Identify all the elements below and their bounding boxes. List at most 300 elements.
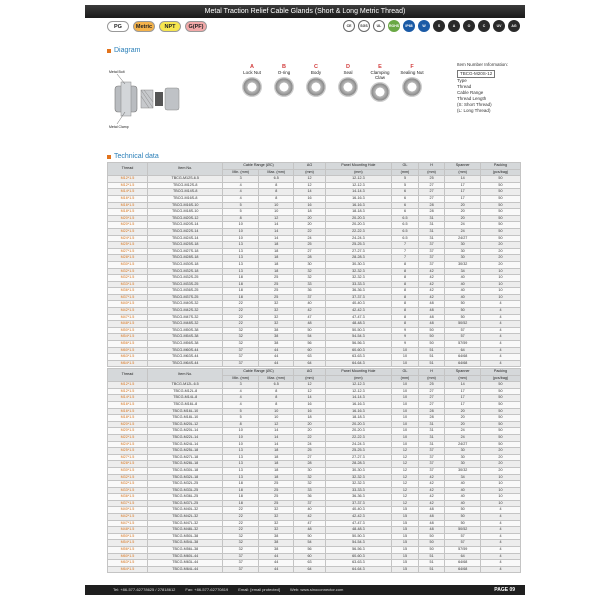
page-footer: Tel: +86-577-62778625 / 27818612 Fax: +86-577-62770819 Email: [email protected] Web: www.sinoconnector.com PAGE 09: [85, 585, 525, 595]
table-cell: 50: [480, 382, 520, 389]
table-cell: 4: [223, 395, 259, 402]
table-row: [108, 288, 521, 295]
table-cell: 4: [223, 189, 259, 196]
part-f: [397, 64, 427, 97]
ce-mark-icon: CE: [343, 20, 355, 32]
table-cell: 20-20.3: [325, 421, 392, 428]
table-cell: 8: [223, 215, 259, 222]
table-cell: TBCG-M36S-25: [147, 288, 223, 295]
table-cell: M56*1.5: [108, 547, 148, 554]
table-cell: 10: [223, 434, 259, 441]
table-cell: 20: [480, 261, 520, 268]
header-thread: Thread: [108, 163, 148, 176]
table-cell: 20: [445, 209, 481, 216]
table-cell: 37: [418, 448, 445, 455]
table-cell: 50-50.3: [325, 533, 392, 540]
table-row: [108, 182, 521, 189]
table-cell: 32: [223, 334, 259, 341]
table-cell: 32: [223, 341, 259, 348]
table-cell: 22: [223, 321, 259, 328]
table-row: [108, 347, 521, 354]
table-cell: 27-27.3: [325, 454, 392, 461]
table-cell: 25: [418, 176, 445, 183]
table-cell: 10: [223, 235, 259, 242]
header-ag-unit: (mm): [294, 169, 325, 176]
table-cell: 51: [418, 360, 445, 367]
table-cell: 56-56.3: [325, 547, 392, 554]
table-cell: 12: [258, 421, 294, 428]
table-cell: 12-12.3: [325, 182, 392, 189]
table-cell: 16-16.3: [325, 408, 392, 415]
chemical-resist-icon: C: [478, 20, 490, 32]
table-cell: 50: [445, 520, 481, 527]
item-number-info: Item Number Information: TBCG-M20S-12 Type Thread Cable Range Thread Length (S: Short Thread) (L: Long Thread): [457, 62, 509, 113]
table-cell: 27: [294, 454, 325, 461]
table-cell: 48: [418, 514, 445, 521]
table-cell: 10: [480, 268, 520, 275]
table-cell: 50: [418, 341, 445, 348]
table-cell: TBCG-M48L-32: [147, 527, 223, 534]
table-cell: 47-47.3: [325, 520, 392, 527]
table-cell: TBCG-M25S-18: [147, 242, 223, 249]
table-cell: 8: [258, 195, 294, 202]
table-cell: TBCG-M60S-44: [147, 347, 223, 354]
table-cell: 16-16.3: [325, 401, 392, 408]
table-row: [108, 308, 521, 315]
table-cell: 40: [294, 301, 325, 308]
table-cell: 14: [258, 441, 294, 448]
table-cell: 32: [294, 474, 325, 481]
table-cell: 10: [392, 434, 419, 441]
table-cell: 10: [223, 222, 259, 229]
table-cell: 24/27: [445, 235, 481, 242]
table-cell: 50: [480, 441, 520, 448]
table-cell: 24: [445, 222, 481, 229]
table-cell: 9: [392, 341, 419, 348]
table-cell: M60*1.5: [108, 347, 148, 354]
table-cell: 42: [418, 268, 445, 275]
table-cell: M18*1.5: [108, 415, 148, 422]
table-cell: M28*1.5: [108, 255, 148, 262]
table-cell: 10: [480, 294, 520, 301]
table-cell: 20: [294, 421, 325, 428]
table-cell: TBCG-M27L-18: [147, 454, 223, 461]
table-cell: 10: [480, 288, 520, 295]
table-cell: TBCG-M33L-25: [147, 487, 223, 494]
table-cell: 18: [258, 242, 294, 249]
table-cell: 18-18.3: [325, 209, 392, 216]
table-cell: M14*1.5: [108, 395, 148, 402]
table-cell: 30: [445, 461, 481, 468]
table-cell: 4: [480, 301, 520, 308]
table-cell: 48-48.3: [325, 527, 392, 534]
thread-pill-gpf: G(PF): [185, 21, 207, 32]
table-cell: TBCG-M20L-14: [147, 428, 223, 435]
table-row: [108, 533, 521, 540]
table-cell: 40: [445, 288, 481, 295]
table-cell: 64: [445, 553, 481, 560]
table-cell: 27: [294, 248, 325, 255]
table-cell: TBCG-M48S-32: [147, 321, 223, 328]
table-cell: 64-64.3: [325, 360, 392, 367]
table-cell: 36-36.3: [325, 288, 392, 295]
table-cell: 40: [445, 275, 481, 282]
table-cell: 17: [445, 189, 481, 196]
table-cell: TBCG-M50L-38: [147, 533, 223, 540]
header-mounting-hole: Panel Mounting Hole: [325, 369, 392, 376]
table-cell: TBCG-M40S-32: [147, 301, 223, 308]
table-cell: 10: [392, 382, 419, 389]
header-item-no: Item No.: [147, 163, 223, 176]
table-cell: 57: [445, 533, 481, 540]
table-cell: 50: [480, 415, 520, 422]
table-cell: 42: [418, 487, 445, 494]
table-cell: TBCG-M16L-10: [147, 408, 223, 415]
table-row: [108, 281, 521, 288]
table-cell: 63-63.3: [325, 354, 392, 361]
table-row: [108, 474, 521, 481]
table-cell: TBCG-M18S-10: [147, 209, 223, 216]
part-name: Lock Nut: [243, 70, 261, 75]
table-cell: TBCG-M37S-25: [147, 294, 223, 301]
table-cell: 14: [258, 222, 294, 229]
table-cell: 10: [223, 228, 259, 235]
table-cell: M22*1.5: [108, 434, 148, 441]
table-cell: 37: [418, 454, 445, 461]
part-letter: C: [314, 64, 318, 70]
table-row: [108, 334, 521, 341]
table-cell: 10: [480, 481, 520, 488]
table-cell: 28: [418, 415, 445, 422]
part-letter: A: [250, 64, 254, 70]
part-body-icon: [306, 77, 326, 97]
table-cell: 10: [392, 388, 419, 395]
table-cell: 56: [294, 341, 325, 348]
table-cell: 27: [418, 182, 445, 189]
parts-list: [237, 60, 437, 150]
table-cell: 4: [480, 321, 520, 328]
table-cell: 18: [258, 454, 294, 461]
table-cell: 12: [392, 494, 419, 501]
table-cell: M36*1.5: [108, 494, 148, 501]
table-cell: 20: [294, 215, 325, 222]
table-cell: 50: [480, 195, 520, 202]
table-cell: 32: [258, 321, 294, 328]
table-cell: M60*1.5: [108, 553, 148, 560]
table-cell: 17: [445, 195, 481, 202]
table-row: [108, 228, 521, 235]
table-cell: 24: [445, 434, 481, 441]
table-row: [108, 441, 521, 448]
table-cell: 50: [480, 388, 520, 395]
table-cell: TBCG-M12L-6.5: [147, 382, 223, 389]
table-cell: TBCG-M56S-38: [147, 341, 223, 348]
table-row: [108, 275, 521, 282]
table-cell: 8: [392, 275, 419, 282]
table-cell: TBCG-M56L-38: [147, 547, 223, 554]
table-cell: TBCG-M63S-44: [147, 354, 223, 361]
table-cell: 28: [418, 209, 445, 216]
table-cell: 10: [480, 487, 520, 494]
table-cell: 10: [258, 408, 294, 415]
table-cell: 4: [480, 347, 520, 354]
table-cell: 32: [258, 507, 294, 514]
table-cell: 33-33.3: [325, 487, 392, 494]
anti-aging-icon: AG: [508, 20, 520, 32]
table-cell: 48: [418, 527, 445, 534]
table-cell: M47*1.5: [108, 520, 148, 527]
table-cell: 5: [392, 182, 419, 189]
table-cell: 4: [480, 308, 520, 315]
table-cell: 14: [258, 228, 294, 235]
table-row: [108, 261, 521, 268]
table-cell: 30-30.3: [325, 467, 392, 474]
table-cell: 4: [480, 540, 520, 547]
table-cell: 15: [392, 566, 419, 573]
header-spanner: Spanner: [445, 163, 481, 170]
table-cell: M24*1.5: [108, 235, 148, 242]
table-cell: 15: [392, 514, 419, 521]
table-row: [108, 388, 521, 395]
table-cell: M48*1.5: [108, 527, 148, 534]
table-cell: 22: [223, 527, 259, 534]
table-cell: 15: [392, 540, 419, 547]
svg-text:Metal Bolt: Metal Bolt: [109, 70, 125, 74]
table-row: [108, 314, 521, 321]
table-cell: M63*1.5: [108, 560, 148, 567]
table-row: [108, 500, 521, 507]
table-cell: 38: [258, 533, 294, 540]
table-cell: 12: [392, 487, 419, 494]
table-cell: TBCG-M20S-12: [147, 215, 223, 222]
table-cell: 33: [294, 487, 325, 494]
table-cell: M20*1.5: [108, 421, 148, 428]
table-cell: 13: [223, 467, 259, 474]
table-cell: 32: [294, 275, 325, 282]
table-cell: 64: [294, 360, 325, 367]
table-cell: 40: [445, 487, 481, 494]
table-cell: TBCG-M12S-6.5: [147, 176, 223, 183]
table-cell: M48*1.5: [108, 321, 148, 328]
table-cell: 40: [445, 481, 481, 488]
table-cell: 54: [294, 540, 325, 547]
salt-resist-icon: S: [433, 20, 445, 32]
table-cell: M33*1.5: [108, 281, 148, 288]
table-cell: 48: [418, 520, 445, 527]
part-o-ring-icon: [274, 77, 294, 97]
table-cell: TBCG-M24L-14: [147, 441, 223, 448]
short-thread-table: [107, 162, 521, 367]
table-cell: 6.5: [258, 176, 294, 183]
table-cell: 32: [258, 520, 294, 527]
table-cell: M56*1.5: [108, 341, 148, 348]
part-letter: F: [410, 64, 414, 70]
table-cell: 18: [258, 255, 294, 262]
table-cell: 44: [258, 560, 294, 567]
table-cell: 22-22.3: [325, 434, 392, 441]
table-cell: TBCG-M40L-32: [147, 507, 223, 514]
table-cell: 8: [223, 421, 259, 428]
table-cell: 6: [392, 195, 419, 202]
table-cell: 16-16.3: [325, 195, 392, 202]
table-cell: 4: [480, 566, 520, 573]
table-cell: M16*1.5: [108, 408, 148, 415]
table-cell: M50*1.5: [108, 327, 148, 334]
table-row: [108, 215, 521, 222]
table-cell: 37: [223, 354, 259, 361]
table-cell: 47: [294, 520, 325, 527]
table-row: [108, 507, 521, 514]
table-row: [108, 461, 521, 468]
table-cell: 32: [258, 314, 294, 321]
table-cell: 36: [294, 288, 325, 295]
table-cell: 14-14.3: [325, 189, 392, 196]
table-cell: 8: [258, 182, 294, 189]
table-cell: M16*1.5: [108, 195, 148, 202]
part-name: Body: [310, 70, 322, 75]
header-max: Max. (mm): [258, 375, 294, 382]
table-cell: 22: [223, 301, 259, 308]
table-cell: 5: [223, 202, 259, 209]
table-cell: 14: [258, 235, 294, 242]
table-row: [108, 434, 521, 441]
table-cell: 50: [480, 401, 520, 408]
header-mounting-hole: Panel Mounting Hole: [325, 163, 392, 170]
table-row: [108, 560, 521, 567]
table-cell: TBCG-M42L-32: [147, 514, 223, 521]
table-cell: 37: [223, 566, 259, 573]
table-cell: 22: [223, 314, 259, 321]
table-row: [108, 520, 521, 527]
table-row: [108, 202, 521, 209]
table-cell: 9: [392, 334, 419, 341]
table-cell: 51: [418, 566, 445, 573]
table-cell: 32: [258, 527, 294, 534]
header-min: Min. (mm): [223, 169, 259, 176]
table-cell: TBCG-M22S-14: [147, 228, 223, 235]
table-cell: 10: [392, 395, 419, 402]
table-cell: TBCG-M30S-18: [147, 261, 223, 268]
table-cell: M30*1.5: [108, 467, 148, 474]
table-cell: 8: [392, 261, 419, 268]
table-cell: 64/68: [445, 360, 481, 367]
table-cell: 10: [392, 421, 419, 428]
table-cell: 42: [418, 474, 445, 481]
table-cell: M20*1.5: [108, 428, 148, 435]
table-cell: 4: [480, 520, 520, 527]
table-cell: 30: [294, 261, 325, 268]
table-cell: 28: [294, 255, 325, 262]
table-cell: M32*1.5: [108, 268, 148, 275]
table-cell: 15: [392, 520, 419, 527]
table-row: [108, 514, 521, 521]
header-spanner: Spanner: [445, 369, 481, 376]
table-row: [108, 268, 521, 275]
table-cell: 42: [418, 500, 445, 507]
table-cell: 32-32.3: [325, 474, 392, 481]
table-cell: TBCG-M22L-14: [147, 434, 223, 441]
table-cell: 34: [445, 474, 481, 481]
table-cell: 3: [223, 176, 259, 183]
table-cell: 60: [294, 347, 325, 354]
table-cell: TBCG-M12L-8: [147, 388, 223, 395]
table-cell: 50: [294, 533, 325, 540]
table-cell: 10: [480, 275, 520, 282]
table-cell: 60: [294, 553, 325, 560]
table-cell: 28: [418, 202, 445, 209]
table-cell: 8: [392, 301, 419, 308]
table-row: [108, 354, 521, 361]
table-cell: 14: [445, 176, 481, 183]
header-min: Min. (mm): [223, 375, 259, 382]
table-cell: 27: [418, 195, 445, 202]
table-cell: 12: [392, 500, 419, 507]
table-cell: M64*1.5: [108, 566, 148, 573]
table-cell: 32: [223, 327, 259, 334]
table-cell: 10: [223, 428, 259, 435]
table-row: [108, 248, 521, 255]
table-cell: 30: [294, 467, 325, 474]
header-h: H: [418, 369, 445, 376]
table-cell: TBCG-M60L-44: [147, 553, 223, 560]
table-cell: 50: [418, 533, 445, 540]
table-cell: 16-16.3: [325, 202, 392, 209]
table-cell: 57/59: [445, 341, 481, 348]
table-cell: 8: [392, 294, 419, 301]
table-cell: 18: [223, 288, 259, 295]
table-cell: TBCG-M27S-18: [147, 248, 223, 255]
table-cell: 50: [445, 314, 481, 321]
table-cell: 8: [258, 401, 294, 408]
table-row: [108, 360, 521, 367]
table-cell: 8: [392, 321, 419, 328]
table-row: [108, 547, 521, 554]
table-cell: M16*1.5: [108, 401, 148, 408]
table-cell: 9: [392, 327, 419, 334]
table-cell: 6.5: [392, 235, 419, 242]
table-cell: 28: [294, 461, 325, 468]
table-cell: 10: [223, 441, 259, 448]
table-cell: TBCG-M14L-8: [147, 395, 223, 402]
table-cell: 27: [418, 189, 445, 196]
table-cell: 6.5: [258, 382, 294, 389]
table-cell: M28*1.5: [108, 461, 148, 468]
table-cell: 4: [480, 527, 520, 534]
table-cell: 57: [445, 334, 481, 341]
table-cell: 10: [392, 354, 419, 361]
table-cell: 48: [418, 314, 445, 321]
table-cell: 31: [418, 441, 445, 448]
table-cell: TBCG-M33S-25: [147, 281, 223, 288]
table-cell: 10: [392, 441, 419, 448]
table-row: [108, 321, 521, 328]
table-row: [108, 481, 521, 488]
table-cell: 20: [480, 255, 520, 262]
header-spanner-unit: (mm): [445, 169, 481, 176]
table-cell: 25: [258, 481, 294, 488]
table-cell: 20-20.3: [325, 222, 392, 229]
table-cell: TBCG-M64L-44: [147, 566, 223, 573]
table-cell: 37: [294, 500, 325, 507]
table-row: [108, 235, 521, 242]
header-gl: GL: [392, 369, 419, 376]
table-cell: 4: [223, 388, 259, 395]
table-cell: 50: [480, 215, 520, 222]
table-cell: 12: [392, 467, 419, 474]
table-cell: 10: [258, 415, 294, 422]
table-cell: 24: [445, 428, 481, 435]
table-cell: 12: [294, 176, 325, 183]
